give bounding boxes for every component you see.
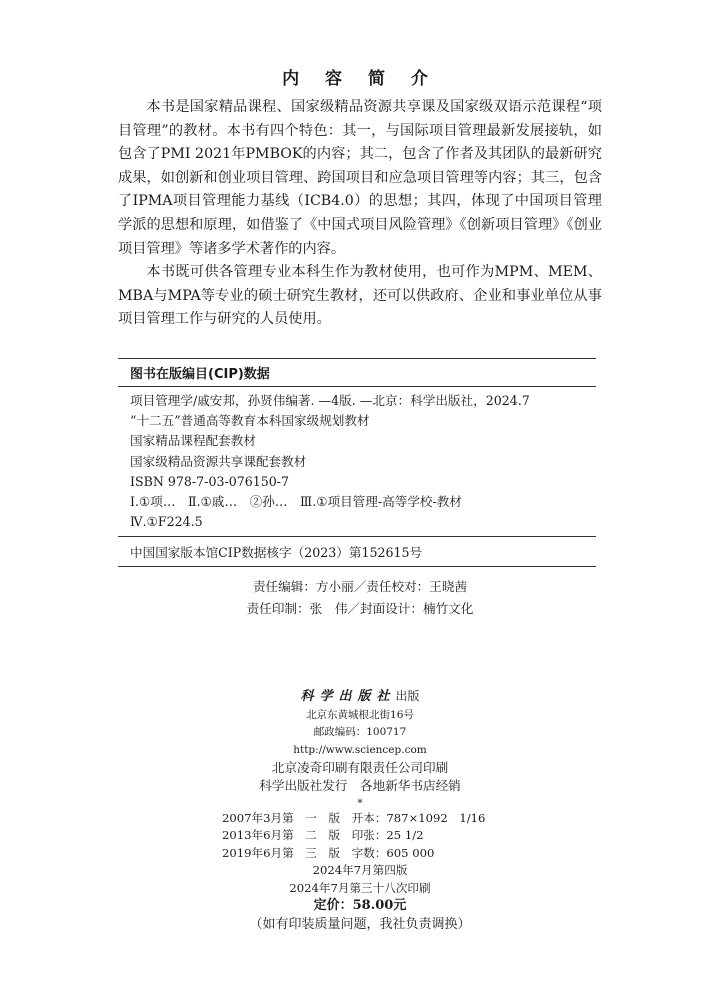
cip-heading: 图书在版编目(CIP)数据 <box>130 367 270 382</box>
cip-line: Ⅳ.①F224.5 <box>130 514 203 530</box>
summary-paragraph-2: 本书既可供各管理专业本科生作为教材使用，也可作为MPM、MEM、MBA与MPA等专业的硕士研究生教材，还可以供政府、企业和事业单位从事项目管理工作与研究的人员使用。 <box>118 264 602 328</box>
errata-notice: （如有印装质量问题，我社负责调换） <box>249 917 471 933</box>
cip-line: 国家级精品资源共享课配套教材 <box>130 453 307 469</box>
cip-data-block <box>118 358 596 567</box>
summary-paragraph-1: 本书是国家精品课程、国家级精品资源共享课及国家级双语示范课程“项目管理”的教材。本书有四个特色：其一，与国际项目管理最新发展接轨，如包含了PMI 2021年PMBOK的内容；其二，包含了作者及其团队的最新研究成果，如创新和创业项目管理、跨国项目和应急项目管理等内容；其三，包含了IPMA项目管理能力基线（ICB4.0）的思想；其四，体现了中国项目管理学派的思想和原理，如借鉴了《中国式项目风险管理》《创新项目管理》《创业项目管理》等诸多学术著作的内容。 <box>118 99 602 257</box>
publisher-postcode: 邮政编码：100717 <box>313 726 407 739</box>
printer-line: 北京凌奇印刷有限责任公司印刷 <box>271 760 449 776</box>
content-summary <box>118 96 602 332</box>
editorial-credits <box>0 576 720 620</box>
edition-info <box>0 810 720 936</box>
cip-line: 项目管理学/戚安邦，孙贤伟编著. —4版. —北京：科学出版社，2024.7 <box>130 393 530 408</box>
cip-bottom-rule <box>118 566 596 567</box>
publisher-address: 北京东黄城根北街16号 <box>306 708 414 721</box>
page-title: 内 容 简 介 <box>282 69 438 89</box>
publisher-line <box>0 688 720 707</box>
cip-line: 国家精品课程配套教材 <box>130 433 256 449</box>
cip-line: Ⅰ.①项… Ⅱ.①戚… ②孙… Ⅲ.①项目管理-高等学校-教材 <box>130 494 462 510</box>
cip-line: “十二五”普通高等教育本科国家级规划教材 <box>130 413 370 429</box>
publisher-url: http://www.sciencep.com <box>293 743 427 756</box>
publisher-tag: 出版 <box>395 689 420 703</box>
edition-row: 2013年6月第 二 版 印张：25 1/2 <box>222 828 424 843</box>
publisher-info <box>0 688 720 813</box>
price: 定价：58.00元 <box>313 898 407 914</box>
separator-star: * <box>357 797 363 810</box>
current-edition: 2024年7月第四版 <box>312 863 408 878</box>
edition-row: 2019年6月第 三 版 字数：605 000 <box>222 845 435 860</box>
print-run: 2024年7月第三十八次印刷 <box>289 880 431 895</box>
credits-line-2: 责任印制：张 伟／封面设计：楠竹文化 <box>246 601 474 616</box>
cip-line: ISBN 978-7-03-076150-7 <box>130 473 290 489</box>
credits-line-1: 责任编辑：方小丽／责任校对：王晓茜 <box>252 579 468 594</box>
publisher-name: 科学出版社 <box>300 689 396 704</box>
edition-row: 2007年3月第 一 版 开本：787×1092 1/16 <box>222 811 486 825</box>
cip-footer: 中国国家版本馆CIP数据核字（2023）第152615号 <box>130 545 423 561</box>
cip-record <box>118 387 596 536</box>
distribution-line: 科学出版社发行 各地新华书店经销 <box>259 778 461 794</box>
